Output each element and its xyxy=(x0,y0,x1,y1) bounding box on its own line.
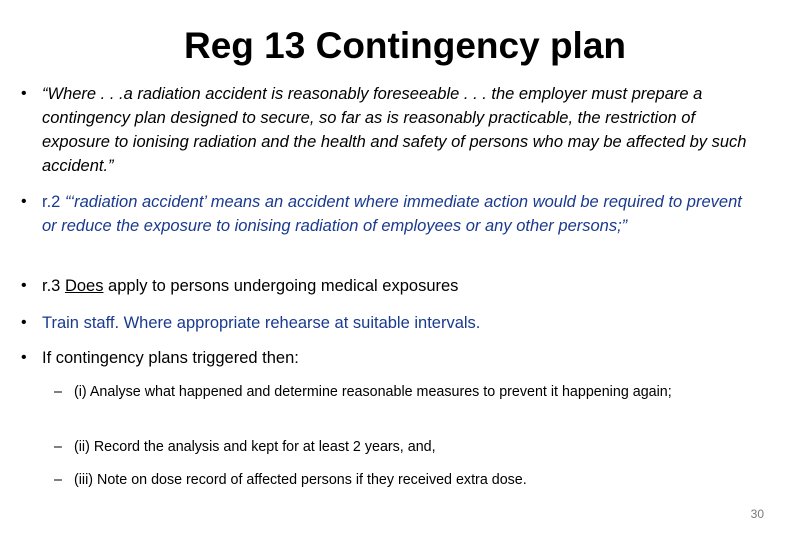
bullet-marker: • xyxy=(21,277,27,294)
sub-bullet-text: (iii) Note on dose record of affected persons if they received extra dose. xyxy=(74,472,527,488)
bullet-marker: • xyxy=(21,349,27,366)
bullet-marker: • xyxy=(21,193,27,210)
bullet-text: “Where . . .a radiation accident is reasonably foreseeable . . . the employer must prepare a contingency plan designed to secure, so far as is reasonably practicable, the restriction of exposure to ionising radiation and the health and safety of persons who may be affected by such accident.” xyxy=(42,85,747,175)
emphasis-does: Does xyxy=(64,277,104,295)
bullet-text: If contingency plans triggered then: xyxy=(42,349,299,367)
bullet-text xyxy=(42,190,754,238)
page-number: 30 xyxy=(750,507,764,521)
slide-title: Reg 13 Contingency plan xyxy=(183,25,626,66)
sub-bullet-marker: – xyxy=(54,439,62,455)
bullet-marker: • xyxy=(21,85,27,102)
bullet-text: Train staff. Where appropriate rehearse at suitable intervals. xyxy=(42,314,481,332)
sub-bullet-text: (i) Analyse what happened and determine reasonable measures to prevent it happening again; xyxy=(74,384,672,400)
sub-bullet-marker: – xyxy=(54,472,62,488)
regulation-ref: r.3 xyxy=(42,277,65,295)
bullet-marker: • xyxy=(21,314,27,331)
bullet-text xyxy=(42,274,754,298)
regulation-ref: r.2 xyxy=(42,193,65,211)
definition-text: “‘radiation accident’ means an accident where immediate action would be required to prevent or reduce the exposure to ionising radiation of employees or any other persons;” xyxy=(42,193,742,235)
sub-bullet-text: (ii) Record the analysis and kept for at least 2 years, and, xyxy=(74,439,436,455)
sub-bullet-marker: – xyxy=(54,384,62,400)
bullet-suffix: apply to persons undergoing medical exposures xyxy=(103,277,459,295)
